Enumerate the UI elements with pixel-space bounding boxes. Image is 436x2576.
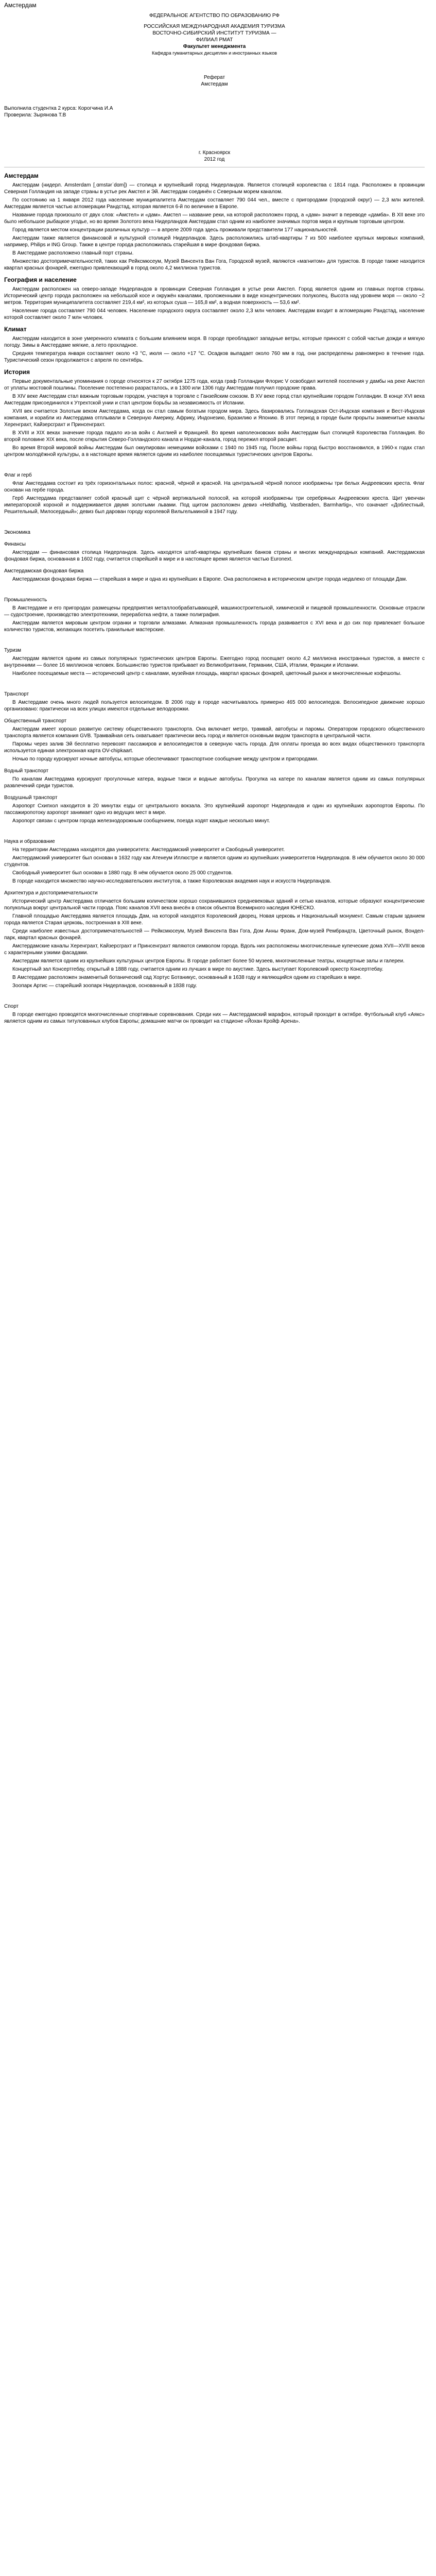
paragraph: Амстердам расположен на северо-западе Нидерландов в провинции Северная Голландия в устье реки Амстел. Город является одним из главных портов страны. Исторический центр города расположен на небольшой косе и окружён каналами, проложенными в виде концентрических полуколец. Высота над уровнем моря — около −2 метров. Территория муниципалитета составляет 219,4 км², из которых суша — 165,8 км², а водная поверхность — 53,6 км². — [4, 286, 425, 306]
section-heading: География и население — [4, 276, 77, 283]
paragraph: В городе ежегодно проводятся многочисленные спортивные соревнования. Среди них — Амстердамский марафон, который проходит в октябре. Футбольный клуб «Аякс» является одним из самых титулованных клубов Европы; домашние матчи он проводит на стадионе «Йохан Кройф Арена». — [4, 1012, 425, 1024]
paragraph: Герб Амстердама представляет собой красный щит с чёрной вертикальной полосой, на которой изображены три серебряных Андреевских креста. Щит увенчан императорской короной и поддерживается двумя золотыми львами. Под щитом расположен девиз «Heldhaftig, Vastberaden, Barmhartig», что означает «Доблестный, Решительный, Милосердный»; девиз был дарован городу королевой Вильгельминой в 1947 году. — [4, 496, 425, 515]
paragraph: Множество достопримечательностей, таких как Рейксмюсеум, Музей Винсента Ван Гога, Городской музей, являются «магнитом» для туристов. В городе также находится квартал красных фонарей, ежегодно привлекающий в город около 4,2 миллиона туристов. — [4, 259, 425, 271]
section-heading: Амстердам — [4, 172, 39, 179]
paragraph: Амстердамская фондовая биржа — старейшая в мире и одна из крупнейших в Европе. Она расположена в историческом центре города недалеко от площади Дам. — [12, 577, 407, 582]
paragraph: Амстердам является одним из самых популярных туристических центров Европы. Ежегодно город посещает около 4,2 миллиона иностранных туристов, а вместе с внутренними — более 16 миллионов человек. Большинство туристов прибывает из Великобритании, Германии, США, Италии, Франции и Испании. — [4, 656, 425, 668]
section-sport — [4, 1003, 425, 1025]
section-transport — [4, 691, 425, 824]
section-geography — [4, 276, 425, 321]
ministry-line: ФЕДЕРАЛЬНОЕ АГЕНТСТВО ПО ОБРАЗОВАНИЮ РФ — [149, 13, 280, 19]
work-topic: Амстердам — [201, 81, 228, 87]
department-line: Кафедра гуманитарных дисциплин и иностранных языков — [151, 50, 277, 56]
section-heading: Наука и образование — [4, 839, 55, 844]
paragraph: Амстердам (нидерл. Amsterdam [ˌɑmstərˈdɑm]) — столица и крупнейший город Нидерландов. Является столицей королевства с 1814 года. Расположен в провинции Северная Голландия на западе страны в устье рек Амстел и Эй. Амстердам соединён с Северным морем каналом. — [4, 182, 425, 195]
academy-line-1: РОССИЙСКАЯ МЕЖДУНАРОДНАЯ АКАДЕМИЯ ТУРИЗМА — [144, 24, 285, 29]
academy-line-2: ВОСТОЧНО-СИБИРСКИЙ ИНСТИТУТ ТУРИЗМА — — [152, 30, 276, 36]
checker-line: Проверила: Зырянова Т.В — [4, 112, 66, 118]
subsection-heading: Амстердамская фондовая биржа — [4, 568, 84, 574]
paragraph: Амстердам является одним из крупнейших культурных центров Европы. В городе работает более 50 музеев, многочисленные театры, концертные залы и галереи. — [12, 958, 405, 964]
paragraph: В XVIII и XIX веках значение города падало из-за войн с Англией и Францией. Во время наполеоновских войн Амстердам был столицей Королевства Голландия. Во второй половине XIX века, после открытия Северо-Голландского канала и Нордзе-канала, город пережил второй расцвет. — [4, 430, 425, 443]
section-heading: Климат — [4, 326, 27, 333]
section-economy — [4, 529, 425, 677]
section-climate — [4, 325, 425, 364]
section-flag — [4, 472, 425, 515]
paragraph: Во время Второй мировой войны Амстердам был оккупирован немецкими войсками с 1940 по 1945 год. После войны город быстро восстановился, в 1960-х годах стал центром молодёжной культуры, а в настоящее время является одним из наиболее посещаемых туристических центров Европы. — [4, 445, 425, 457]
paragraph: Ночью по городу курсируют ночные автобусы, которые обеспечивают транспортное сообщение между центром и пригородами. — [12, 756, 319, 762]
paragraph: В XIV веке Амстердам стал важным торговым городом, участвуя в торговле с Ганзейским союзом. В XV веке город стал крупнейшим городом Голландии. В конце XVI века Амстердам присоединился к Утрехтской унии и стал центром борьбы за независимость от Испании. — [4, 394, 425, 406]
subsection-heading: Общественный транспорт — [4, 718, 67, 724]
paragraph: В городе находится множество научно-исследовательских институтов, а также Королевская академия наук и искусств Нидерландов. — [12, 878, 332, 884]
section-science — [4, 838, 425, 885]
paragraph: XVII век считается Золотым веком Амстердама, когда он стал самым богатым городом мира. Здесь базировались Голландская Ост-Индская компания и Вест-Индская компания, и корабли из Амстердама отплывали в Северную Америку, Африку, Индонезию, Бразилию и Японию. В этот период в городе были прорыты знаменитые каналы Херенграхт, Кайзерсграхт и Принсенграхт. — [4, 409, 425, 428]
section-heading: История — [4, 368, 30, 376]
paragraph: Главной площадью Амстердама является площадь Дам, на которой находятся Королевский дворец, Новая церковь и Национальный монумент. Самым старым зданием города является Старая церковь, построенная в XIII веке. — [4, 913, 425, 926]
student-line: Выполнила студентка 2 курса: Корогчина И.А — [4, 106, 113, 111]
paragraph: Название города произошло от двух слов: «Амстел» и «дам». Амстел — название реки, на которой расположен город, а «дам» значит в переводе «дамба». В XII веке это было небольшое рыбацкое угодье, но во время Золотого века Нидерландов Амстердам стал одним из наиболее значимых портов мира и крупным торговым центром. — [4, 212, 425, 225]
paragraph: В Амстердаме очень много людей пользуется велосипедом. В 2006 году в городе насчитывалось примерно 465 000 велосипедов. Велосипедное движение хорошо организовано: практически на всех улицах имеются отдельные велодорожки. — [4, 700, 425, 712]
document-page — [0, 1, 428, 1025]
section-heading: Флаг и герб — [4, 472, 32, 478]
paragraph: На территории Амстердама находятся два университета: Амстердамский университет и Свободный университет. — [12, 847, 285, 853]
section-heading: Спорт — [4, 1004, 19, 1009]
paragraph: Средняя температура января составляет около +3 °C, июля — около +17 °C. Осадков выпадает около 760 мм в год, они распределены равномерно в течение года. Туристический сезон продолжается с апреля по сентябрь. — [4, 351, 425, 363]
title-page — [4, 12, 425, 163]
paragraph: Флаг Амстердама состоит из трёх горизонтальных полос: красной, чёрной и красной. На центральной чёрной полосе изображены три белых Андреевских креста. Флаг основан на гербе города. — [4, 481, 425, 493]
paragraph: Концертный зал Консертгебау, открытый в 1888 году, считается одним из лучших в мире по акустике. Здесь выступает Королевский оркестр Консертгебау. — [12, 967, 383, 972]
year-line: 2012 год — [204, 157, 225, 162]
section-architecture — [4, 890, 425, 989]
paragraph: Амстердам имеет хорошо развитую систему общественного транспорта. Она включает метро, трамвай, автобусы и паромы. Оператором городского общественного транспорта является компания GVB. Трамвайная сеть охватывает практически весь город и является основным видом транспорта в центральной части. — [4, 726, 425, 739]
work-type: Реферат — [203, 75, 225, 80]
paragraph: Амстердамские каналы Херенграхт, Кайзерсграхт и Принсенграхт являются символом города. Вдоль них расположены многочисленные купеческие дома XVII—XVIII веков с характерными узкими фасадами. — [4, 943, 425, 956]
paragraph: Первые документальные упоминания о городе относятся к 27 октября 1275 года, когда граф Голландии Флорис V освободил жителей поселения у дамбы на реке Амстел от уплаты мостовой пошлины. Поселение постепенно разрасталось, и в 1300 или 1306 году Амстердам получил городские права. — [4, 379, 425, 391]
paragraph: Среди наиболее известных достопримечательностей — Рейксмюсеум, Музей Винсента Ван Гога, Дом Анны Франк, Дом-музей Рембрандта, Цветочный рынок, Вондел-парк, квартал красных фонарей. — [4, 928, 425, 941]
paragraph: Наиболее посещаемые места — исторический центр с каналами, музейная площадь, квартал красных фонарей, цветочный рынок и многочисленные кофешопы. — [12, 671, 402, 676]
paragraph: Амстердам находится в зоне умеренного климата с большим влиянием моря. В городе преобладают западные ветры, которые приносят с собой частые дожди и мягкую погоду. Зимы в Амстердаме мягкие, а лето прохладное. — [4, 336, 425, 348]
paragraph: Население города составляет 790 044 человек. Население городского округа составляет около 2,3 млн человек. Амстердам входит в агломерацию Рандстад, население которой составляет около 7 млн человек. — [4, 308, 425, 320]
section-intro — [4, 172, 425, 272]
paragraph: Аэропорт связан с центром города железнодорожным сообщением, поезда ходят каждые несколько минут. — [12, 818, 270, 824]
paragraph: Амстердам является мировым центром огранки и торговли алмазами. Алмазная промышленность города развивается с XVI века и до сих пор привлекает большое количество туристов, желающих посетить гранильные мастерские. — [4, 620, 425, 633]
section-heading: Экономика — [4, 530, 30, 535]
paragraph: В Амстердаме и его пригородах размещены предприятия металлообрабатывающей, машиностроительной, химической и пищевой промышленности. Основные отрасли — судостроение, производство электротехники, переработка нефти, а также полиграфия. — [4, 605, 425, 618]
paragraph: Свободный университет был основан в 1880 году. В нём обучается около 25 000 студентов. — [12, 870, 233, 876]
section-heading: Транспорт — [4, 691, 29, 697]
paragraph: По каналам Амстердама курсируют прогулочные катера, водные такси и водные автобусы. Прогулка на катере по каналам является одним из самых популярных развлечений среди туристов. — [4, 776, 425, 789]
paragraph: В Амстердаме расположено главный порт страны. — [12, 250, 134, 256]
section-heading: Архитектура и достопримечательности — [4, 890, 98, 896]
faculty-line: Факультет менеджмента — [183, 44, 246, 49]
paragraph: Амстердамский университет был основан в 1632 году как Атенеум Иллюстре и является одним из крупнейших университетов Нидерландов. В нём обучается около 30 000 студентов. — [4, 855, 425, 868]
paragraph: Паромы через залив Эй бесплатно перевозят пассажиров и велосипедистов в северную часть города. Для оплаты проезда во всех видах общественного транспорта используется единая электронная карта OV-chipkaart. — [4, 741, 425, 754]
city-line: г. Красноярск — [198, 150, 231, 156]
branch-line: ФИЛИАЛ РМАТ — [196, 37, 233, 43]
subsection-heading: Воздушный транспорт — [4, 795, 58, 801]
subsection-heading: Промышленность — [4, 597, 47, 603]
paragraph: По состоянию на 1 января 2012 года население муниципалитета Амстердам составляет 790 044 чел., вместе с пригородами (городской округ) — 2,3 млн жителей. Амстердам является частью агломерации Рандстад, которая является 6-й по величине в Европе. — [4, 197, 425, 210]
section-history — [4, 368, 425, 458]
paragraph: Город является местом концентрации различных культур — в апреле 2009 года здесь проживали представители 177 национальностей. — [12, 227, 338, 233]
paragraph: Исторический центр Амстердама отличается большим количеством хорошо сохранившихся средневековых зданий и сетью каналов, которые образуют концентрические полукольца вокруг центральной части города. Пояс каналов XVII века внесён в список объектов Всемирного наследия ЮНЕСКО. — [4, 899, 425, 911]
subsection-heading: Водный транспорт — [4, 768, 49, 774]
paragraph: Зоопарк Артис — старейший зоопарк Нидерландов, основанный в 1838 году. — [12, 983, 197, 989]
subsection-heading: Туризм — [4, 648, 22, 653]
paragraph: Амстердам также является финансовой и культурной столицей Нидерландов. Здесь расположились штаб-квартиры 7 из 500 наиболее крупных мировых компаний, например, Philips и ING Group. Также в центре города расположилась старейшая в мире фондовая биржа. — [4, 235, 425, 248]
document-title: Амстердам — [4, 2, 37, 9]
paragraph: Амстердам — финансовая столица Нидерландов. Здесь находятся штаб-квартиры крупнейших банков страны и многих международных компаний. Амстердамская фондовая биржа, основанная в 1602 году, считается старейшей в мире и в настоящее время является частью Euronext. — [4, 550, 425, 562]
paragraph: Аэропорт Схипхол находится в 20 минутах езды от центрального вокзала. Это крупнейший аэропорт Нидерландов и один из крупнейших аэропортов Европы. По пассажиропотоку аэропорт занимает одно из ведущих мест в мире. — [4, 803, 425, 816]
paragraph: В Амстердаме расположен знаменитый ботанический сад Хортус Ботаникус, основанный в 1638 году и являющийся одним из старейших в мире. — [12, 975, 362, 980]
subsection-heading: Финансы — [4, 541, 26, 547]
